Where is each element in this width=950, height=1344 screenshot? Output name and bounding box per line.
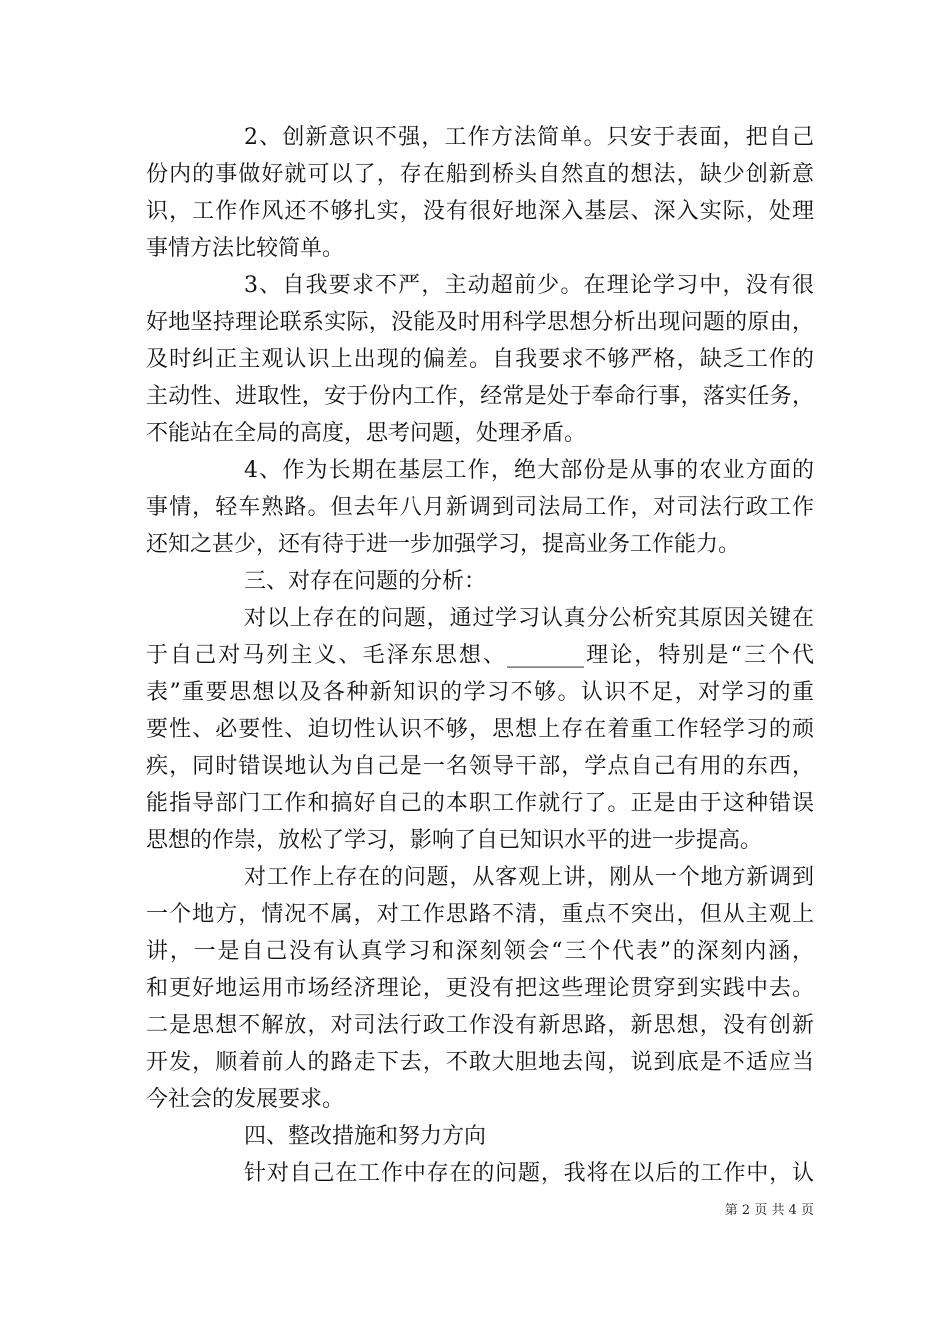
text-line: 疾，同时错误地认为自己是一名领导干部，学点自己有用的东西， <box>146 754 814 779</box>
text-line: 4、作为长期在基层工作，绝大部份是从事的农业方面的 <box>244 458 814 483</box>
text-line: 及时纠正主观认识上出现的偏差。自我要求不够严格，缺乏工作的 <box>146 347 814 372</box>
text-line: 和更好地运用市场经济理论，更没有把这些理论贯穿到实践中去。 <box>146 976 814 1001</box>
text-line: 好地坚持理论联系实际，没能及时用科学思想分析出现问题的原由， <box>146 310 814 335</box>
text-line: 能指导部门工作和搞好自己的本职工作就行了。正是由于这种错误 <box>146 791 814 816</box>
text-line: 开发，顺着前人的路走下去，不敢大胆地去闯，说到底是不适应当 <box>146 1050 814 1075</box>
section-heading: 三、对存在问题的分析： <box>244 569 487 594</box>
text-line: 3、自我要求不严，主动超前少。在理论学习中，没有很 <box>244 273 814 298</box>
text-line: 事情，轻车熟路。但去年八月新调到司法局工作，对司法行政工作 <box>146 495 814 520</box>
text-line: 对以上存在的问题，通过学习认真分公析究其原因关键在 <box>244 606 814 631</box>
text-line: 不能站在全局的高度，思考问题，处理矛盾。 <box>146 421 587 446</box>
section-heading: 四、整改措施和努力方向 <box>244 1124 487 1149</box>
page-number: 第 2 页 共 4 页 <box>724 1203 814 1218</box>
text-line: 二是思想不解放，对司法行政工作没有新思路，新思想，没有创新 <box>146 1013 814 1038</box>
text-line: 今社会的发展要求。 <box>146 1087 345 1112</box>
text-line: 2、创新意识不强，工作方法简单。只安于表面，把自己 <box>244 125 814 150</box>
text-line: 思想的作崇，放松了学习，影响了自已知识水平的进一步提高。 <box>146 828 763 853</box>
text-line: 主动性、进取性，安于份内工作，经常是处于奉命行事，落实任务， <box>146 384 814 409</box>
text-line: 对工作上存在的问题，从客观上讲，刚从一个地方新调到 <box>244 865 814 890</box>
text-line: 事情方法比较简单。 <box>146 236 345 261</box>
text-line: 要性、必要性、迫切性认识不够，思想上存在着重工作轻学习的顽 <box>146 717 814 742</box>
text-line: 针对自己在工作中存在的问题，我将在以后的工作中，认 <box>244 1161 814 1186</box>
text-line: 一个地方，情况不属，对工作思路不清，重点不突出，但从主观上 <box>146 902 814 927</box>
text-line: 讲，一是自己没有认真学习和深刻领会“三个代表”的深刻内涵， <box>146 939 814 964</box>
text-line: 份内的事做好就可以了，存在船到桥头自然直的想法，缺少创新意 <box>146 162 814 187</box>
text-line: 表”重要思想以及各种新知识的学习不够。认识不足，对学习的重 <box>146 680 814 705</box>
text-line: 识，工作作风还不够扎实，没有很好地深入基层、深入实际，处理 <box>146 199 814 224</box>
text-line: 于自己对马列主义、毛泽东思想、_______理论，特别是“三个代 <box>146 643 814 668</box>
text-line: 还知之甚少，还有待于进一步加强学习，提高业务工作能力。 <box>146 532 741 557</box>
